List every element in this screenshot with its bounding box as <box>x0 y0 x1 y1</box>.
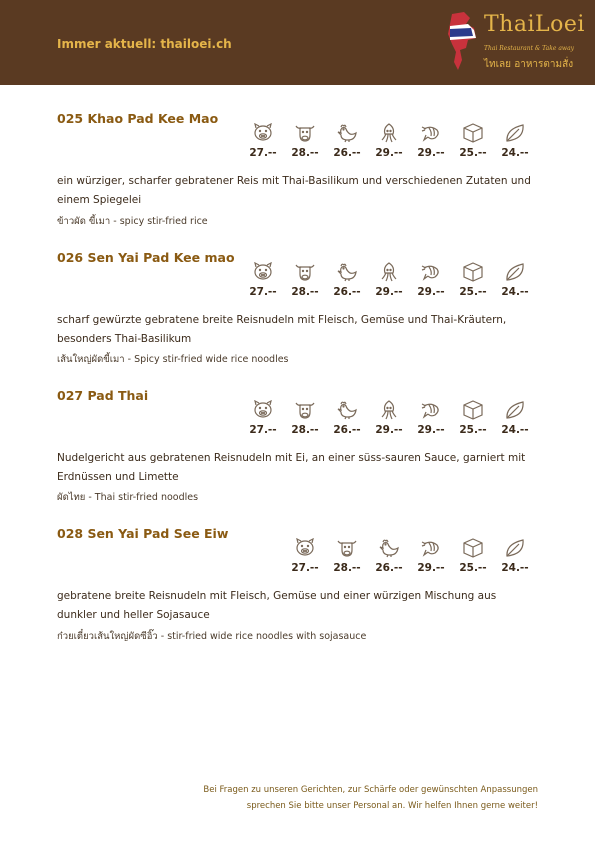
dish-thai-name: ข้าวผัด ขี้เมา - spicy stir-fried rice <box>57 216 208 227</box>
option-squid[interactable] <box>372 123 406 159</box>
website-tagline[interactable]: Immer aktuell: thailoei.ch <box>57 37 232 51</box>
tofu-icon <box>462 538 484 558</box>
price: 24.-- <box>501 562 529 574</box>
dish-title: 028 Sen Yai Pad See Eiw <box>57 526 229 541</box>
option-vegetarian[interactable] <box>498 262 532 298</box>
cow-icon <box>294 123 316 143</box>
logo <box>446 8 586 76</box>
price: 24.-- <box>501 286 529 298</box>
price: 25.-- <box>459 424 487 436</box>
leaf-icon <box>504 400 526 420</box>
price: 26.-- <box>375 562 403 574</box>
leaf-icon <box>504 538 526 558</box>
option-squid[interactable] <box>372 400 406 436</box>
price: 25.-- <box>459 562 487 574</box>
cow-icon <box>336 538 358 558</box>
squid-icon <box>378 123 400 143</box>
option-pig[interactable] <box>288 538 322 574</box>
option-beef[interactable] <box>288 400 322 436</box>
dish-title: 026 Sen Yai Pad Kee mao <box>57 250 235 265</box>
price: 25.-- <box>459 147 487 159</box>
cow-icon <box>294 400 316 420</box>
logo-brand: ThaiLoei <box>484 12 585 37</box>
chicken-icon <box>336 400 358 420</box>
dish-thai-name: เส้นใหญ่ผัดขี้เมา - Spicy stir-fried wide rice noodles <box>57 354 289 365</box>
price: 29.-- <box>417 562 445 574</box>
option-shrimp[interactable] <box>414 262 448 298</box>
price: 27.-- <box>249 147 277 159</box>
footer-line-2: sprechen Sie bitte unser Personal an. Wir helfen Ihnen gerne weiter! <box>246 801 538 811</box>
price: 29.-- <box>417 286 445 298</box>
price: 27.-- <box>249 286 277 298</box>
cow-icon <box>294 262 316 282</box>
squid-icon <box>378 262 400 282</box>
price: 28.-- <box>291 424 319 436</box>
price: 24.-- <box>501 424 529 436</box>
option-shrimp[interactable] <box>414 123 448 159</box>
price: 26.-- <box>333 147 361 159</box>
price: 29.-- <box>375 424 403 436</box>
option-tofu[interactable] <box>456 123 490 159</box>
header <box>0 0 595 85</box>
shrimp-icon <box>420 538 442 558</box>
option-pig[interactable] <box>246 400 280 436</box>
pig-icon <box>294 538 316 558</box>
logo-subtitle: Thai Restaurant & Take away <box>484 45 575 52</box>
option-beef[interactable] <box>330 538 364 574</box>
price: 27.-- <box>249 424 277 436</box>
price: 29.-- <box>417 424 445 436</box>
option-shrimp[interactable] <box>414 538 448 574</box>
option-tofu[interactable] <box>456 400 490 436</box>
chicken-icon <box>336 123 358 143</box>
option-pig[interactable] <box>246 262 280 298</box>
option-pig[interactable] <box>246 123 280 159</box>
price: 29.-- <box>375 147 403 159</box>
pig-icon <box>252 262 274 282</box>
option-tofu[interactable] <box>456 538 490 574</box>
tofu-icon <box>462 400 484 420</box>
shrimp-icon <box>420 262 442 282</box>
chicken-icon <box>336 262 358 282</box>
thailand-map-logo-icon <box>446 10 482 72</box>
footer-line-1: Bei Fragen zu unseren Gerichten, zur Schärfe oder gewünschten Anpassungen <box>203 785 538 795</box>
dish-thai-name: ก๋วยเตี๋ยวเส้นใหญ่ผัดซีอิ๊ว - stir-fried wide rice noodles with sojasauce <box>57 631 367 642</box>
chicken-icon <box>378 538 400 558</box>
dish-description: gebratene breite Reisnudeln mit Fleisch, Gemüse und einer würzigen Mischung aus dunkler und heller Sojasauce <box>57 590 497 621</box>
option-chicken[interactable] <box>330 262 364 298</box>
option-squid[interactable] <box>372 262 406 298</box>
option-beef[interactable] <box>288 262 322 298</box>
price: 28.-- <box>291 286 319 298</box>
price: 26.-- <box>333 286 361 298</box>
option-chicken[interactable] <box>330 400 364 436</box>
pig-icon <box>252 123 274 143</box>
shrimp-icon <box>420 123 442 143</box>
shrimp-icon <box>420 400 442 420</box>
price: 24.-- <box>501 147 529 159</box>
price: 27.-- <box>291 562 319 574</box>
dish-title: 027 Pad Thai <box>57 388 149 403</box>
dish-thai-name: ผัดไทย - Thai stir-fried noodles <box>57 492 199 503</box>
leaf-icon <box>504 262 526 282</box>
price: 29.-- <box>417 147 445 159</box>
leaf-icon <box>504 123 526 143</box>
dish-description: scharf gewürzte gebratene breite Reisnudeln mit Fleisch, Gemüse und Thai-Kräutern, besonders Thai-Basilikum <box>57 314 507 345</box>
option-vegetarian[interactable] <box>498 400 532 436</box>
option-beef[interactable] <box>288 123 322 159</box>
option-vegetarian[interactable] <box>498 538 532 574</box>
dish-description: ein würziger, scharfer gebratener Reis mit Thai-Basilikum und verschiedenen Zutaten und einem Spiegelei <box>57 175 531 206</box>
tofu-icon <box>462 123 484 143</box>
footer-note <box>203 782 538 814</box>
price: 25.-- <box>459 286 487 298</box>
dish-title: 025 Khao Pad Kee Mao <box>57 111 219 126</box>
option-chicken[interactable] <box>330 123 364 159</box>
price: 28.-- <box>333 562 361 574</box>
option-tofu[interactable] <box>456 262 490 298</box>
logo-thai-text: ไทเลย อาหารตามสั่ง <box>484 59 574 70</box>
price: 26.-- <box>333 424 361 436</box>
tofu-icon <box>462 262 484 282</box>
price: 28.-- <box>291 147 319 159</box>
pig-icon <box>252 400 274 420</box>
option-vegetarian[interactable] <box>498 123 532 159</box>
dish-description: Nudelgericht aus gebratenen Reisnudeln mit Ei, an einer süss-sauren Sauce, garniert mit Erdnüssen und Limette <box>57 452 526 483</box>
option-shrimp[interactable] <box>414 400 448 436</box>
squid-icon <box>378 400 400 420</box>
price: 29.-- <box>375 286 403 298</box>
option-chicken[interactable] <box>372 538 406 574</box>
